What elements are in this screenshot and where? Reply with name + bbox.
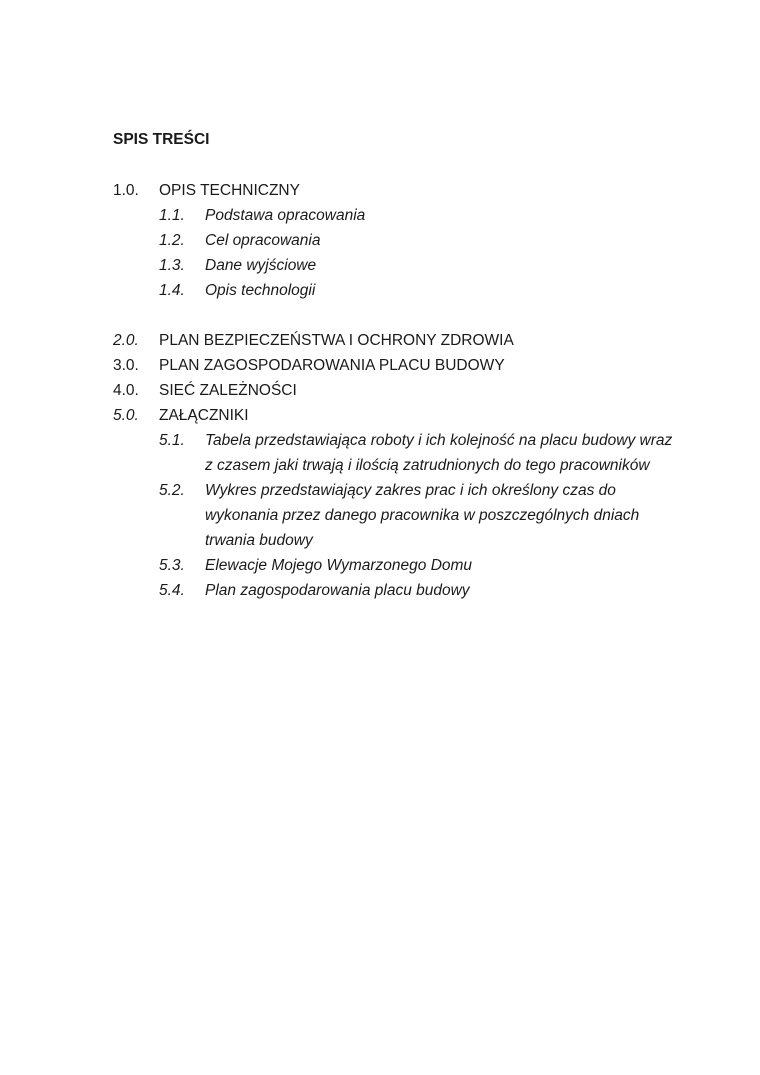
toc-item-label: Podstawa opracowania (205, 207, 366, 224)
toc-section-label: PLAN ZAGOSPODAROWANIA PLACU BUDOWY (159, 357, 505, 374)
toc-item-label: Opis technologii (205, 282, 316, 299)
toc-item-label: Tabela przedstawiająca roboty i ich kolejność na placu budowy wraz z czasem jaki trwają i ilością zatrudnionych do tego pracowników (205, 432, 673, 474)
toc-item-label: Elewacje Mojego Wymarzonego Domu (205, 557, 473, 574)
toc-item-number: 5.2. (159, 482, 185, 499)
toc-item-number: 5.1. (159, 432, 185, 449)
table-of-contents (113, 178, 673, 603)
toc-item-label: Wykres przedstawiający zakres prac i ich określony czas do wykonania przez danego pracownika w poszczególnych dniach trwania budowy (205, 482, 640, 549)
toc-item-1-3 (113, 253, 673, 278)
toc-item-number: 5.3. (159, 557, 185, 574)
toc-section-3 (113, 353, 673, 378)
toc-item-5-4 (113, 578, 673, 603)
toc-section-label: ZAŁĄCZNIKI (159, 407, 249, 424)
toc-section-number: 5.0. (113, 407, 139, 424)
toc-item-number: 5.4. (159, 582, 185, 599)
toc-item-number: 1.3. (159, 257, 185, 274)
toc-section-label: SIEĆ ZALEŻNOŚCI (159, 382, 297, 399)
toc-item-number: 1.1. (159, 207, 185, 224)
toc-section-number: 4.0. (113, 382, 139, 399)
toc-item-5-3 (113, 553, 673, 578)
spacer (113, 303, 673, 328)
toc-title: SPIS TREŚCI (113, 131, 210, 148)
toc-item-1-2 (113, 228, 673, 253)
toc-item-label: Cel opracowania (205, 232, 321, 249)
toc-section-number: 2.0. (113, 332, 139, 349)
toc-item-1-1 (113, 203, 673, 228)
toc-section-label: PLAN BEZPIECZEŃSTWA I OCHRONY ZDROWIA (159, 332, 514, 349)
toc-item-label: Dane wyjściowe (205, 257, 317, 274)
toc-section-number: 1.0. (113, 182, 139, 199)
toc-section-label: OPIS TECHNICZNY (159, 182, 300, 199)
toc-item-5-1 (113, 428, 673, 478)
toc-section-number: 3.0. (113, 357, 139, 374)
toc-section-4 (113, 378, 673, 403)
toc-item-number: 1.4. (159, 282, 185, 299)
toc-item-label: Plan zagospodarowania placu budowy (205, 582, 470, 599)
toc-item-number: 1.2. (159, 232, 185, 249)
toc-section-2 (113, 328, 673, 353)
toc-item-1-4 (113, 278, 673, 303)
toc-item-5-2 (113, 478, 673, 553)
toc-section-1 (113, 178, 673, 203)
toc-section-5 (113, 403, 673, 428)
